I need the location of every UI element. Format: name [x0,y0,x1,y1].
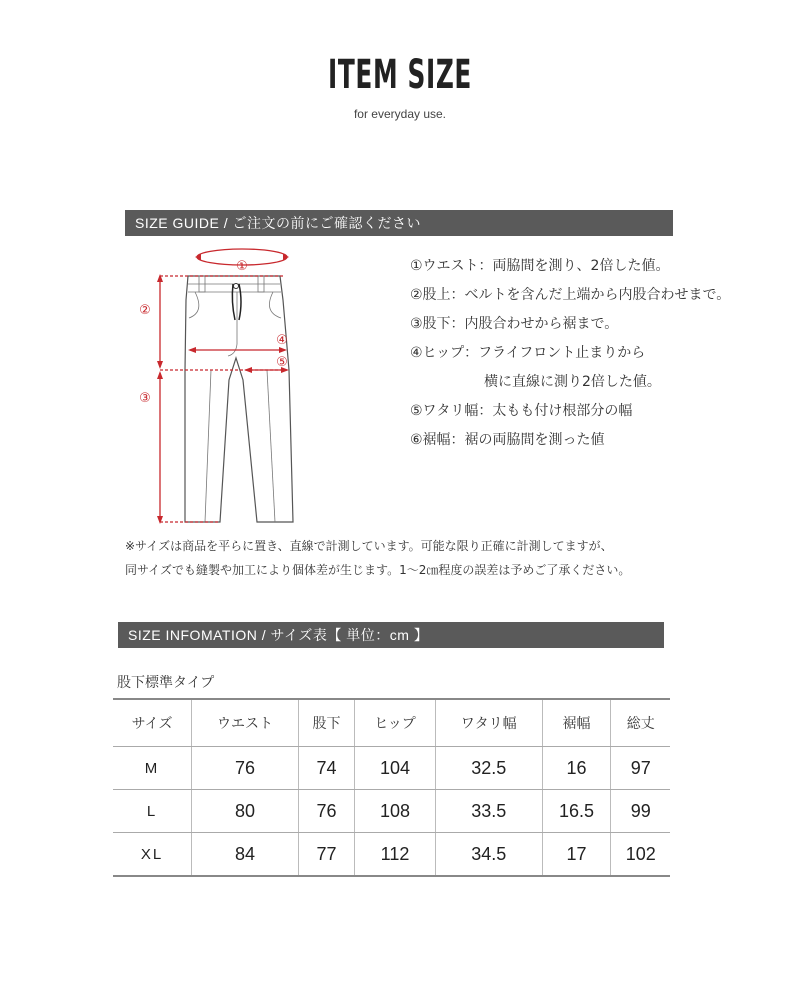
marker-inseam: ③ [139,391,151,406]
size-table [113,698,670,877]
disclaimer-line: 同サイズでも縫製や加工により個体差が生じます。1〜2㎝程度の誤差は予めご了承ください。 [125,563,631,577]
marker-hip: ④ [276,333,288,348]
header-length: 総丈 [611,699,670,747]
cell-hem: 16.5 [542,790,611,833]
cell-inseam: 77 [298,833,354,877]
cell-waist: 84 [192,833,299,877]
cell-length: 99 [611,790,670,833]
cell-size: M [113,747,192,790]
header-inseam: 股下 [298,699,354,747]
cell-size: L [113,790,192,833]
cell-size: XL [113,833,192,877]
cell-hip: 104 [355,747,436,790]
note-thigh: ⑤ワタリ幅：太もも付け根部分の幅 [410,403,633,419]
note-rise: ②股上：ベルトを含んだ上端から内股合わせまで。 [410,287,731,303]
note-hem: ⑥裾幅：裾の両脇間を測った値 [410,432,605,448]
cell-thigh: 32.5 [435,747,542,790]
cell-inseam: 74 [298,747,354,790]
pants-measurement-diagram [125,240,305,530]
pants-illustration [185,276,293,522]
cell-waist: 80 [192,790,299,833]
cell-thigh: 33.5 [435,790,542,833]
button-icon [234,284,239,289]
note-waist: ①ウエスト：両脇間を測り、2倍した値。 [410,258,670,274]
table-caption: 股下標準タイプ [117,675,215,691]
table-row [113,747,670,790]
cell-hem: 16 [542,747,611,790]
header-thigh: ワタリ幅 [435,699,542,747]
disclaimer [125,534,630,582]
disclaimer-line: ※サイズは商品を平らに置き、直線で計測しています。可能な限り正確に計測してますが、 [125,539,613,553]
page-title: ITEM SIZE [328,52,472,98]
cell-hip: 112 [355,833,436,877]
note-hip-cont: 横に直線に測り2倍した値。 [484,374,661,390]
cell-hip: 108 [355,790,436,833]
cell-length: 102 [611,833,670,877]
table-row [113,790,670,833]
note-inseam: ③股下：内股合わせから裾まで。 [410,316,619,332]
table-header-row [113,699,670,747]
size-guide-bar: SIZE GUIDE / ご注文の前にご確認ください [125,210,673,236]
header-hip: ヒップ [355,699,436,747]
header-hem: 裾幅 [542,699,611,747]
header-size: サイズ [113,699,192,747]
cell-length: 97 [611,747,670,790]
marker-thigh: ⑤ [276,355,288,370]
marker-waist: ① [236,259,248,274]
marker-rise: ② [139,303,151,318]
page-subtitle: for everyday use. [353,107,447,121]
cell-thigh: 34.5 [435,833,542,877]
header-waist: ウエスト [192,699,299,747]
cell-hem: 17 [542,833,611,877]
size-info-bar: SIZE INFOMATION / サイズ表【 単位：cm 】 [118,622,664,648]
cell-waist: 76 [192,747,299,790]
measurement-notes [410,252,730,455]
note-hip: ④ヒップ：フライフロント止まりから [410,345,646,361]
table-row [113,833,670,877]
cell-inseam: 76 [298,790,354,833]
